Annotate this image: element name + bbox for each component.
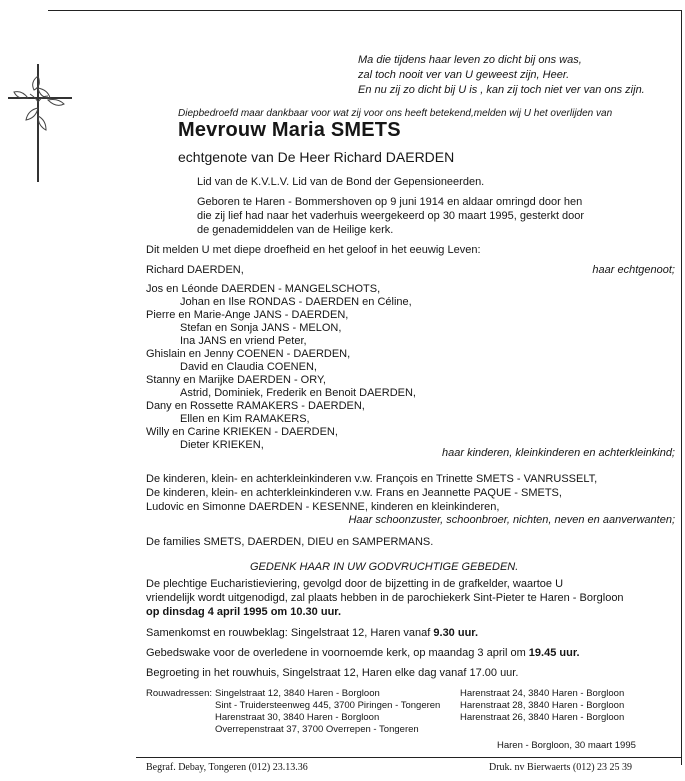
relatives-line: De kinderen, klein- en achterkleinkinderen v.w. François en Trinette SMETS - VANRUSSELT, (146, 473, 598, 485)
spouse-line: echtgenote van De Heer Richard DAERDEN (178, 149, 455, 165)
addresses-label: Rouwadressen: (146, 688, 213, 699)
family-line: Ina JANS en vriend Peter, (180, 335, 307, 347)
family-line: Jos en Léonde DAERDEN - MANGELSCHOTS, (146, 283, 381, 295)
bottom-border (136, 757, 682, 758)
relatives-line: Ludovic en Simonne DAERDEN - KESENNE, kinderen en kleinkinderen, (146, 501, 500, 513)
husband-name: Richard DAERDEN, (146, 264, 244, 276)
relatives-role: Haar schoonzuster, schoonbroer, nichten, neven en aanverwanten; (348, 514, 675, 526)
poem-line: En nu zij zo dicht bij U is , kan zij toch niet ver van ons zijn. (358, 84, 645, 96)
family-line: Ellen en Kim RAMAKERS, (180, 413, 310, 425)
gathering-line (146, 627, 478, 639)
vigil-line (146, 647, 580, 659)
footer-undertaker: Begraf. Debay, Tongeren (012) 23.13.36 (146, 762, 308, 773)
service-line: vriendelijk wordt uitgenodigd, zal plaats hebben in de parochiekerk Sint-Pieter te Haren - Borgloon (146, 592, 624, 604)
deceased-name: Mevrouw Maria SMETS (178, 119, 401, 141)
address-right: Harenstraat 28, 3840 Haren - Borgloon (460, 700, 625, 711)
service-date: op dinsdag 4 april 1995 om 10.30 uur. (146, 606, 342, 618)
husband-role: haar echtgenoot; (592, 264, 675, 276)
family-line: Stefan en Sonja JANS - MELON, (180, 322, 342, 334)
address-left: Harenstraat 30, 3840 Haren - Borgloon (215, 712, 380, 723)
family-line: Dany en Rossette RAMAKERS - DAERDEN, (146, 400, 365, 412)
families-line: De families SMETS, DAERDEN, DIEU en SAMPERMANS. (146, 536, 434, 548)
right-border (681, 10, 682, 765)
family-line: Pierre en Marie-Ange JANS - DAERDEN, (146, 309, 349, 321)
service-line: De plechtige Eucharistieviering, gevolgd door de bijzetting in de grafkelder, waartoe U (146, 578, 564, 590)
family-line: Ghislain en Jenny COENEN - DAERDEN, (146, 348, 351, 360)
family-line: Dieter KRIEKEN, (180, 439, 264, 451)
address-left: Sint - Truidersteenweg 445, 3700 Piringen - Tongeren (215, 700, 441, 711)
bio-line: de genademiddelen van de Heilige kerk. (197, 224, 394, 236)
greeting-line: Begroeting in het rouwhuis, Singelstraat 12, Haren elke dag vanaf 17.00 uur. (146, 667, 519, 679)
family-role: haar kinderen, kleinkinderen en achterkleinkind; (442, 447, 675, 459)
family-line: Astrid, Dominiek, Frederik en Benoit DAERDEN, (180, 387, 416, 399)
intro-text: Diepbedroefd maar dankbaar voor wat zij voor ons heeft betekend,melden wij U het overlijden van (178, 108, 613, 119)
cross-icon (8, 64, 72, 184)
relatives-line: De kinderen, klein- en achterkleinkinderen v.w. Frans en Jeannette PAQUE - SMETS, (146, 487, 562, 499)
address-left: Singelstraat 12, 3840 Haren - Borgloon (215, 688, 380, 699)
address-left: Overrepenstraat 37, 3700 Overrepen - Tongeren (215, 724, 419, 735)
vigil-text: Gebedswake voor de overledene in voornoemde kerk, op maandag 3 april om (146, 647, 529, 659)
family-line: Johan en Ilse RONDAS - DAERDEN en Céline, (180, 296, 412, 308)
memberships: Lid van de K.V.L.V. Lid van de Bond der Gepensioneerden. (197, 176, 485, 188)
bio-line: die zij lief had naar het vaderhuis weergekeerd op 30 maart 1995, gesterkt door (197, 210, 585, 222)
bio-line: Geboren te Haren - Bommershoven op 9 juni 1914 en aldaar omringd door hen (197, 196, 583, 208)
poem-line: zal toch nooit ver van U geweest zijn, Heer. (358, 69, 570, 81)
gathering-text: Samenkomst en rouwbeklag: Singelstraat 12, Haren vanaf (146, 627, 434, 639)
family-line: Stanny en Marijke DAERDEN - ORY, (146, 374, 326, 386)
place-date: Haren - Borgloon, 30 maart 1995 (497, 740, 636, 751)
poem-line: Ma die tijdens haar leven zo dicht bij ons was, (358, 54, 582, 66)
prayer-line: GEDENK HAAR IN UW GODVRUCHTIGE GEBEDEN. (250, 561, 519, 573)
footer-printer: Druk. nv Bierwaerts (012) 23 25 39 (489, 762, 633, 773)
address-right: Harenstraat 26, 3840 Haren - Borgloon (460, 712, 625, 723)
family-line: Willy en Carine KRIEKEN - DAERDEN, (146, 426, 338, 438)
address-right: Harenstraat 24, 3840 Haren - Borgloon (460, 688, 625, 699)
family-line: David en Claudia COENEN, (180, 361, 317, 373)
top-border (48, 10, 682, 11)
gathering-time: 9.30 uur. (433, 627, 479, 639)
announce-text: Dit melden U met diepe droefheid en het geloof in het eeuwig Leven: (146, 244, 481, 256)
vigil-time: 19.45 uur. (528, 647, 580, 659)
